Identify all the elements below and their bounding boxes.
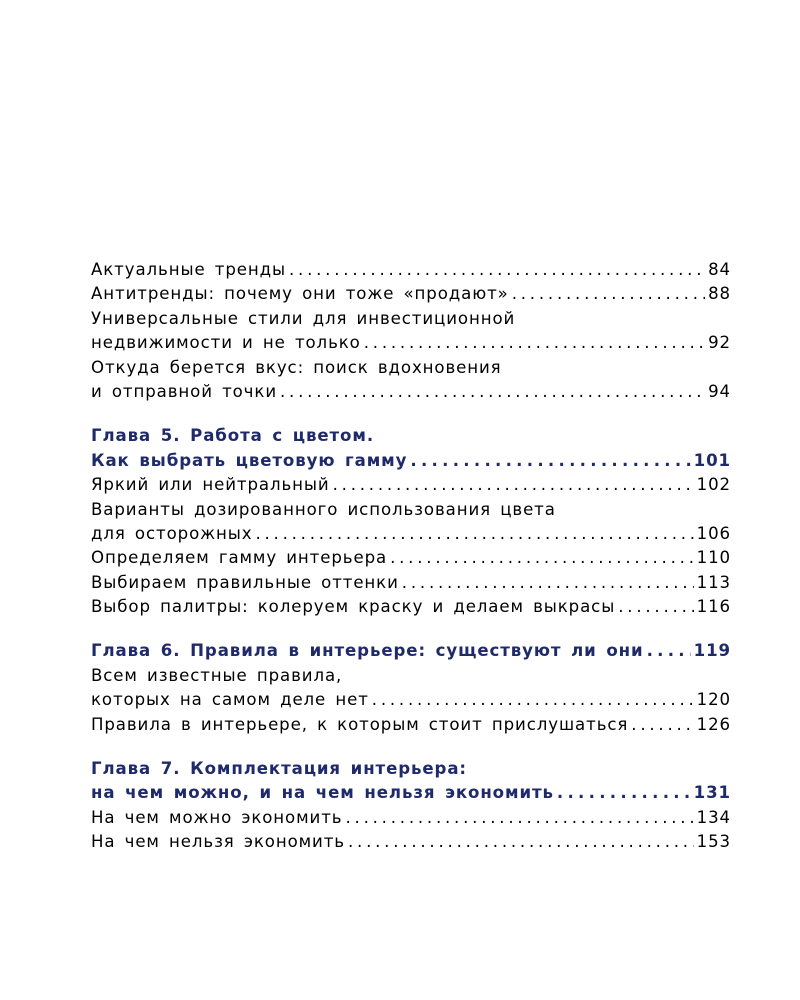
dot-leader (512, 284, 705, 303)
toc-entry (91, 260, 731, 284)
dot-leader (289, 260, 705, 279)
toc-entry-title: Яркий или нейтральный (91, 475, 330, 495)
toc-entry-page: 120 (696, 690, 731, 710)
dot-leader (345, 808, 693, 827)
toc-entry-page: 88 (708, 284, 731, 304)
toc-entry-title-cont: и отправной точки (91, 381, 277, 401)
toc-entry-page: 134 (696, 807, 731, 827)
chapter-heading (91, 426, 731, 450)
dot-leader (631, 715, 693, 734)
section-gap (91, 621, 731, 641)
toc-entry-title-cont: для осторожных (91, 523, 253, 543)
chapter-heading (91, 641, 731, 665)
toc-entry-title: Определяем гамму интерьера (91, 548, 388, 568)
toc-entry-line (91, 358, 731, 382)
toc-entry (91, 475, 731, 499)
dot-leader (348, 832, 694, 851)
dot-leader (557, 783, 691, 802)
dot-leader (402, 573, 694, 592)
table-of-contents (91, 260, 731, 857)
toc-entry-title: Варианты дозированного использования цвета (91, 499, 556, 519)
toc-entry-page: 106 (696, 523, 731, 543)
toc-entry-title: Актуальные тренды (91, 260, 286, 279)
toc-entry-page: 116 (696, 597, 731, 617)
chapter-page: 119 (693, 641, 731, 661)
toc-entry-title: Всем известные правила, (91, 665, 343, 685)
dot-leader (410, 451, 690, 470)
toc-entry-title: Правила в интерьере, к которым стоит прислушаться (91, 714, 629, 734)
toc-entry-page: 153 (696, 832, 731, 852)
chapter-heading (91, 783, 731, 807)
toc-entry-line (91, 309, 731, 333)
toc-entry (91, 808, 731, 832)
toc-entry (91, 573, 731, 597)
toc-entry-page: 92 (708, 333, 731, 353)
toc-entry-page: 110 (696, 548, 731, 568)
toc-entry-title: Универсальные стили для инвестиционной (91, 308, 516, 328)
toc-entry-title-cont: которых на самом деле нет (91, 690, 369, 710)
toc-entry-page: 94 (708, 381, 731, 401)
chapter-page: 131 (693, 783, 731, 803)
toc-entry-title: На чем нельзя экономить (91, 832, 345, 852)
chapter-page: 101 (693, 450, 731, 470)
toc-entry (91, 333, 731, 357)
chapter-heading (91, 451, 731, 475)
section-gap (91, 406, 731, 426)
toc-entry (91, 832, 731, 856)
toc-entry-title: Откуда берется вкус: поиск вдохновения (91, 357, 502, 377)
toc-entry (91, 715, 731, 739)
toc-entry-title-cont: недвижимости и не только (91, 333, 361, 353)
toc-entry-line (91, 666, 731, 690)
chapter-title: Глава 6. Правила в интерьере: существуют ли они (91, 641, 644, 661)
toc-entry (91, 524, 731, 548)
chapter-title: Глава 7. Комплектация интерьера: (91, 759, 467, 779)
chapter-title-cont: на чем можно, и на чем нельзя экономить (91, 783, 554, 803)
section-gap (91, 739, 731, 759)
toc-entry-title: Выбор палитры: колеруем краску и делаем выкрасы (91, 597, 616, 617)
dot-leader (255, 524, 693, 543)
dot-leader (647, 641, 691, 660)
toc-entry-title: Выбираем правильные оттенки (91, 572, 399, 592)
dot-leader (364, 333, 705, 352)
dot-leader (280, 382, 705, 401)
toc-entry-page: 102 (696, 475, 731, 495)
dot-leader (390, 548, 694, 567)
chapter-title: Глава 5. Работа с цветом. (91, 426, 375, 446)
dot-leader (618, 597, 693, 616)
toc-entry (91, 548, 731, 572)
toc-entry (91, 690, 731, 714)
toc-entry (91, 597, 731, 621)
toc-entry-title: На чем можно экономить (91, 807, 343, 827)
chapter-heading (91, 759, 731, 783)
dot-leader (372, 690, 694, 709)
toc-entry-line (91, 500, 731, 524)
toc-entry-page: 113 (696, 572, 731, 592)
toc-entry (91, 284, 731, 308)
toc-entry (91, 382, 731, 406)
dot-leader (333, 475, 694, 494)
chapter-title-cont: Как выбрать цветовую гамму (91, 450, 408, 470)
toc-entry-page: 126 (696, 714, 731, 734)
toc-entry-title: Антитренды: почему они тоже «продают» (91, 284, 509, 304)
toc-entry-page: 84 (708, 260, 731, 279)
